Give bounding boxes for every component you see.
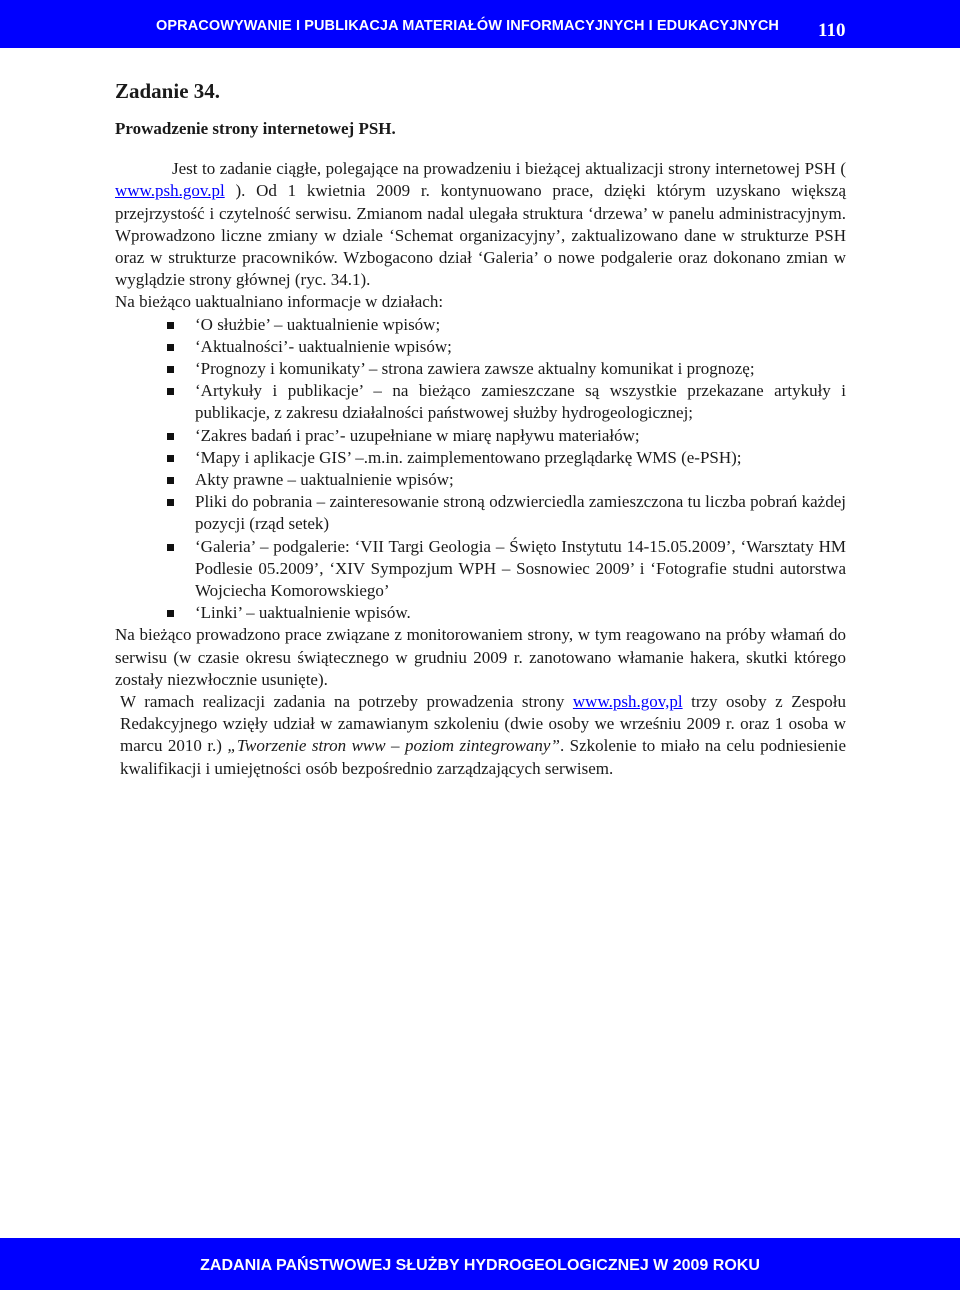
task-title: Zadanie 34. bbox=[115, 79, 221, 103]
page-number: 110 bbox=[818, 20, 846, 41]
training-text-2: trzy osoby z Zespołu Redakcyjnego wzięły udział w zamawianym szkoleniu (dwie osoby we wrześniu 2009 r. oraz 1 osoba w marcu 2010 r.) bbox=[120, 692, 847, 756]
psh-training-link[interactable]: www.psh.gov,pl bbox=[572, 692, 683, 712]
course-title: „Tworzenie stron www – poziom zintegrowany” bbox=[227, 736, 560, 756]
header-title: OPRACOWYWANIE I PUBLIKACJA MATERIAŁÓW INFORMACYJNYCH I EDUKACYJNYCH bbox=[156, 18, 779, 34]
sections-lead: Na bieżąco uaktualniano informacje w działach: bbox=[115, 292, 444, 312]
intro-text-2: ). Od 1 kwietnia 2009 r. kontynuowano prace, dzięki którym uzyskano większą przejrzystość i czytelność serwisu. Zmianom nadal ulegała struktura ‘drzewa’ w panelu administracyjnym. Wprowadzono liczne zmiany w dziale ‘Schemat organizacyjny’, zaktualizowano dane w strukturze PSH oraz w strukturze pracowników. Wzbogacono dział ‘Galeria’ o nowe podgalerie oraz dokonano zmian w wyglądzie strony głównej (ryc. 34.1). bbox=[115, 181, 846, 290]
training-text-3: . Szkolenie to miało na celu podniesienie kwalifikacji i umiejętności osób bezpośrednio zarządzających serwisem. bbox=[120, 736, 846, 778]
list-item: ‘Linki’ – uaktualnienie wpisów. bbox=[195, 602, 846, 624]
list-item: Akty prawne – uaktualnienie wpisów; bbox=[195, 469, 846, 491]
monitoring-paragraph: Na bieżąco prowadzono prace związane z monitorowaniem strony, w tym reagowano na próby włamań do serwisu (w czasie okresu świątecznego w grudniu 2009 r. zanotowano włamanie hakera, skutki którego zostały niezwłocznie usunięte). bbox=[115, 625, 846, 689]
psh-website-link[interactable]: www.psh.gov.pl bbox=[115, 181, 225, 201]
training-text-1: W ramach realizacji zadania na potrzeby prowadzenia strony bbox=[120, 692, 573, 712]
sections-list bbox=[115, 314, 846, 625]
list-item: ‘Mapy i aplikacje GIS’ –.m.in. zaimplementowano przeglądarkę WMS (e-PSH); bbox=[195, 447, 846, 469]
list-item: ‘Prognozy i komunikaty’ – strona zawiera zawsze aktualny komunikat i prognozę; bbox=[195, 358, 846, 380]
training-paragraph bbox=[120, 691, 846, 780]
page-header bbox=[0, 0, 960, 48]
list-item: ‘Zakres badań i prac’- uzupełniane w miarę napływu materiałów; bbox=[195, 425, 846, 447]
list-item: ‘Galeria’ – podgalerie: ‘VII Targi Geologia – Święto Instytutu 14-15.05.2009’, ‘Warsztaty HM Podlesie 05.2009’, ‘XIV Sympozjum WPH – Sosnowiec 2009’ i ‘Fotografie studni autorstwa Wojciecha Komorowskiego’ bbox=[195, 536, 846, 603]
list-item: ‘Aktualności’- uaktualnienie wpisów; bbox=[195, 336, 846, 358]
page-footer bbox=[0, 1238, 960, 1290]
intro-paragraph bbox=[115, 158, 846, 291]
list-item: ‘O służbie’ – uaktualnienie wpisów; bbox=[195, 314, 846, 336]
footer-title: ZADANIA PAŃSTWOWEJ SŁUŻBY HYDROGEOLOGICZNEJ W 2009 ROKU bbox=[200, 1257, 760, 1274]
list-item: Pliki do pobrania – zainteresowanie stroną odzwierciedla zamieszczona tu liczba pobrań każdej pozycji (rząd setek) bbox=[195, 491, 846, 535]
list-item: ‘Artykuły i publikacje’ – na bieżąco zamieszczane są wszystkie przekazane artykuły i publikacje, z zakresu działalności państwowej służby hydrogeologicznej; bbox=[195, 380, 846, 424]
intro-text-1: Jest to zadanie ciągłe, polegające na prowadzeniu i bieżącej aktualizacji strony internetowej PSH ( bbox=[172, 159, 846, 179]
task-subtitle: Prowadzenie strony internetowej PSH. bbox=[115, 119, 396, 138]
document-body bbox=[115, 78, 846, 780]
